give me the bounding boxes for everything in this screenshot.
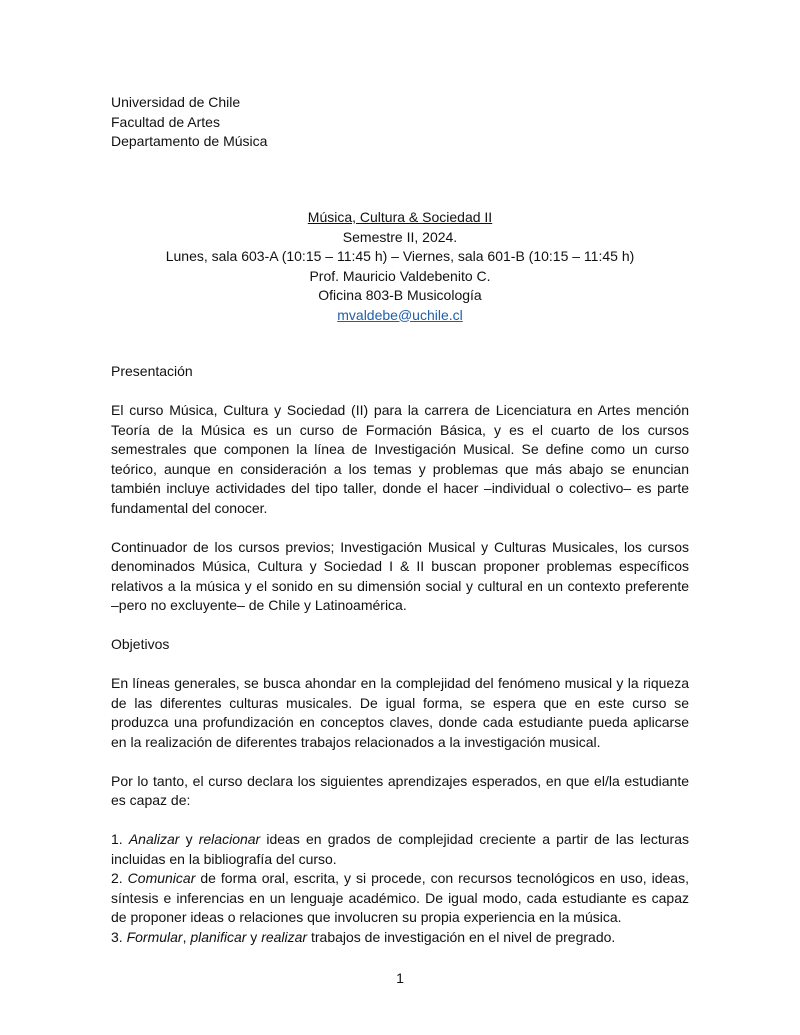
objetivos-paragraph-1: En líneas generales, se busca ahondar en la complejidad del fenómeno musical y la riqueza de las diferentes culturas musicales. De igual forma, se espera que en este curso se produzca una profundización en conceptos claves, donde cada estudiante pueda aplicarse en la realización de diferentes trabajos relacionados a la investigación musical.: [111, 675, 689, 750]
list-item: 2. Comunicar de forma oral, escrita, y si procede, con recursos tecnológicos en uso, ideas, síntesis e inferencias en un lenguaje académico. De igual modo, cada estudiante es capaz de proponer ideas o relaciones que involucren su propia experiencia en la música.: [111, 870, 689, 925]
course-info: [100, 208, 700, 325]
objetivos-paragraph-2: Por lo tanto, el curso declara los siguientes aprendizajes esperados, en que el/la estudiante es capaz de:: [111, 772, 689, 808]
presentacion-paragraph-1: El curso Música, Cultura y Sociedad (II) para la carrera de Licenciatura en Artes mención Teoría de la Música es un curso de Formación Básica, y es el cuarto de los cursos semestrales que componen la línea de Investigación Musical. Se define como un curso teórico, aunque en consideración a los temas y problemas que más abajo se enuncian también incluye actividades del tipo taller, donde el hacer –individual o colectivo– es parte fundamental del conocer.: [111, 402, 689, 516]
list-item: 1. Analizar y relacionar ideas en grados de complejidad creciente a partir de las lecturas incluidas en la bibliografía del curso.: [111, 831, 689, 867]
faculty-name: Facultad de Artes: [111, 113, 220, 130]
professor-email-link[interactable]: mvaldebe@uchile.cl: [337, 306, 463, 323]
institution-header: [111, 93, 267, 152]
course-semester: Semestre II, 2024.: [342, 228, 458, 245]
university-name: Universidad de Chile: [111, 94, 241, 110]
list-item: 3. Formular, planificar y realizar trabajos de investigación en el nivel de pregrado.: [111, 928, 616, 945]
course-professor: Prof. Mauricio Valdebenito C.: [309, 267, 491, 284]
department-name: Departamento de Música: [111, 133, 268, 149]
objetivos-heading: Objetivos: [111, 636, 170, 652]
presentacion-paragraph-2: Continuador de los cursos previos; Investigación Musical y Culturas Musicales, los cursos denominados Música, Cultura y Sociedad I & II buscan proponer problemas específicos relativos a la música y el sonido en su dimensión social y cultural en un contexto preferente –pero no excluyente– de Chile y Latinoamérica.: [111, 538, 689, 613]
course-title: Música, Cultura & Sociedad II: [307, 209, 493, 225]
course-schedule: Lunes, sala 603-A (10:15 – 11:45 h) – Viernes, sala 601-B (10:15 – 11:45 h): [165, 248, 635, 264]
page-number: 1: [396, 970, 404, 986]
course-office: Oficina 803-B Musicología: [318, 287, 482, 303]
learning-outcomes-list: [111, 830, 689, 947]
presentacion-heading: Presentación: [111, 363, 193, 379]
document-body: [111, 362, 689, 947]
